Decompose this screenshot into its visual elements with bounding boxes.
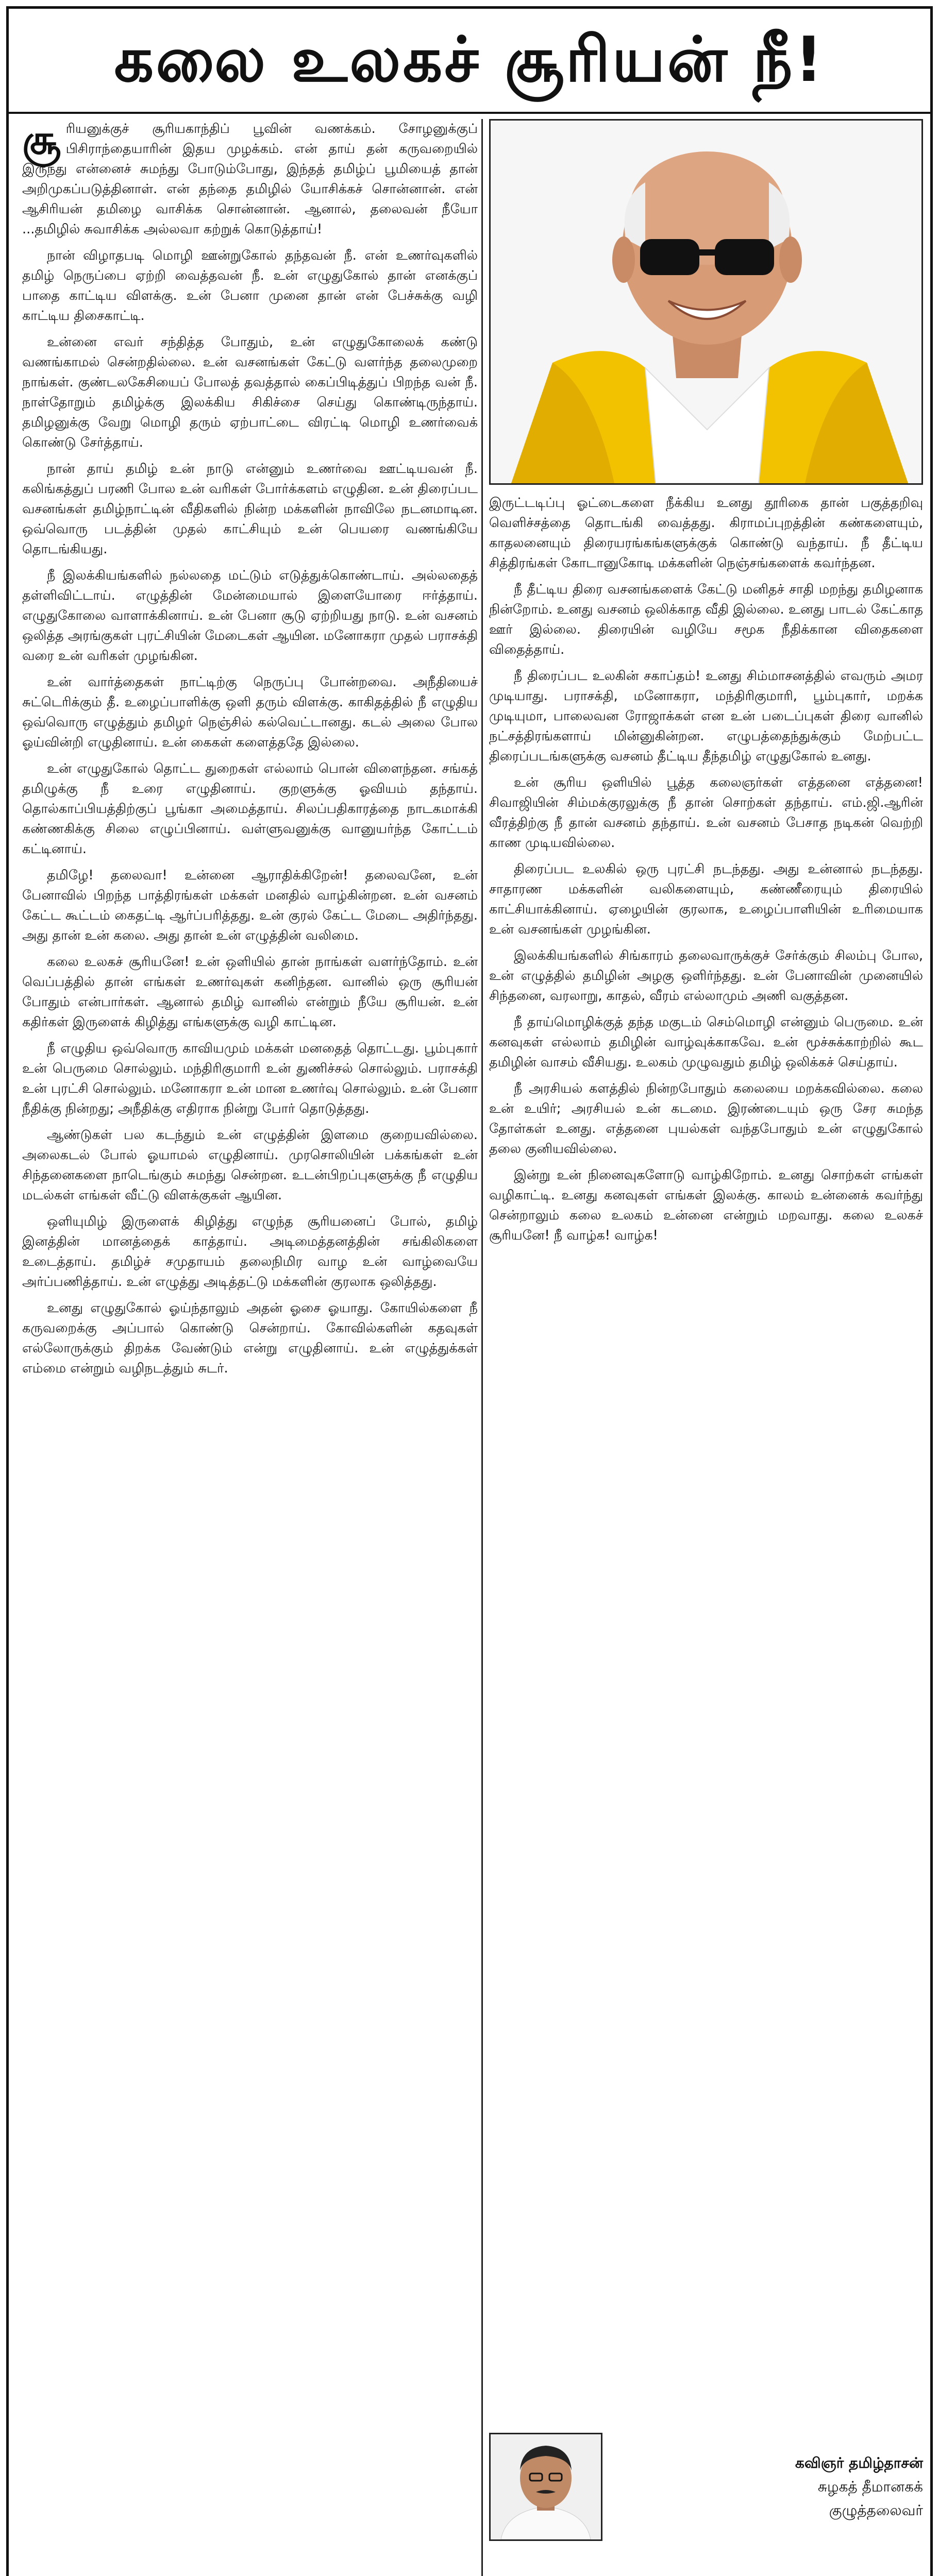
right-paragraph-8: இன்று உன் நினைவுகளோடு வாழ்கிறோம். உனது சொற்கள் எங்கள் வழிகாட்டி. உனது கனவுகள் எங்கள் இலக்கு. காலம் உன்னைக் கவர்ந்து சென்றாலும் கலை உலகம் உன்னை என்றும் மறவாது. கலை உலகச் சூரியனே! நீ வாழ்க! வாழ்க! [489, 1167, 923, 1243]
paragraph-8: கலை உலகச் சூரியனே! உன் ஒளியில் தான் நாங்கள் வளர்ந்தோம். உன் வெப்பத்தில் தான் எங்கள் உணர்வுகள் கனிந்தன. வானில் ஒரு சூரியன் போதும் என்பார்கள். ஆனால் தமிழ் வானில் என்றும் நீயே சூரியன். உன் கதிர்கள் இருளைக் கிழித்து எங்களுக்கு வழி காட்டின. [22, 954, 478, 1030]
author-illustration [491, 2434, 601, 2539]
author-name: கவிஞர் தமிழ்தாசன் [795, 2454, 923, 2471]
author-place: குழுத்தலைவர் [829, 2502, 923, 2519]
paragraph-3: நான் தாய் தமிழ் உன் நாடு என்னும் உணர்வை ஊட்டியவன் நீ. கலிங்கத்துப் பரணி போல உன் வரிகள் போர்க்களம் எழுதின. உன் திரைப்பட வசனங்கள் தமிழ்நாட்டின் வீதிகளில் நின்ற மக்களின் நாவிலே நடனமாடின. ஒவ்வொரு படத்தின் முதல் காட்சியும் உன் பெயரை வணங்கியே தொடங்கியது. [22, 461, 478, 557]
paragraph-12: உனது எழுதுகோல் ஓய்ந்தாலும் அதன் ஓசை ஓயாது. கோயில்களை நீ கருவறைக்கு அப்பால் கொண்டு சென்றாய். கோவில்களின் கதவுகள் எல்லோருக்கும் திறக்க வேண்டும் என்று எழுதினாய். உன் எழுத்துக்கள் எம்மை என்றும் வழிநடத்தும் சுடர். [22, 1300, 478, 1376]
author-signature [489, 2430, 923, 2544]
right-paragraph-2: நீ திரைப்பட உலகின் சகாப்தம்! உனது சிம்மாசனத்தில் எவரும் அமர முடியாது. பராசக்தி, மனோகரா, மந்திரிகுமாரி, பூம்புகார், மறக்க முடியுமா, பாலைவன ரோஜாக்கள் என உன் படைப்புகள் திரை வானில் நட்சத்திரங்களாய் மின்னுகின்றன. எழுபத்தைந்துக்கும் மேற்பட்ட திரைப்படங்களுக்கு வசனம் தீட்டிய தீந்தமிழ் எழுதுகோல் உனது. [489, 668, 923, 764]
paragraph-9: நீ எழுதிய ஒவ்வொரு காவியமும் மக்கள் மனதைத் தொட்டது. பூம்புகார் உன் பெருமை சொல்லும். மந்திரிகுமாரி உன் துணிச்சல் சொல்லும். பராசக்தி உன் புரட்சி சொல்லும். மனோகரா உன் மான உணர்வு சொல்லும். உன் பேனா நீதிக்கு நின்றது; அநீதிக்கு எதிராக நின்று போர் தொடுத்தது. [22, 1041, 478, 1116]
paragraph-2: உன்னை எவர் சந்தித்த போதும், உன் எழுதுகோலைக் கண்டு வணங்காமல் சென்றதில்லை. உன் வசனங்கள் கேட்டு வளர்ந்த தலைமுறை நாங்கள். குண்டலகேசியைப் போலத் தவத்தால் கைப்பிடித்துப் பிறந்த வன் நீ. நாள்தோறும் தமிழ்க்கு இலக்கிய சிகிச்சை செய்து கொண்டிருந்தாய். தமிழனுக்கு வேறு மொழி தரும் ஏற்பாட்டை விரட்டி மொழி உணர்வைக் கொண்டு சேர்த்தாய். [22, 334, 478, 450]
paragraph-6: உன் எழுதுகோல் தொட்ட துறைகள் எல்லாம் பொன் விளைந்தன. சங்கத் தமிழுக்கு நீ உரை எழுதினாய். குறளுக்கு ஓவியம் தந்தாய். தொல்காப்பியத்திற்குப் பூங்கா அமைத்தாய். சிலப்பதிகாரத்தை நாடகமாக்கி கண்ணகிக்கு சிலை எழுப்பினாய். வள்ளுவனுக்கு வானுயர்ந்த கோட்டம் கட்டினாய். [22, 761, 478, 857]
right-paragraph-6: நீ தாய்மொழிக்குத் தந்த மகுடம் செம்மொழி என்னும் பெருமை. உன் கனவுகள் எல்லாம் தமிழின் வாழ்வுக்காகவே. உன் மூச்சுக்காற்றில் கூட தமிழின் வாசம் வீசியது. உலகம் முழுவதும் தமிழ் ஒலிக்கச் செய்தாய். [489, 1014, 923, 1070]
article-left-column [22, 119, 478, 2576]
right-paragraph-0: இருட்டடிப்பு ஓட்டைகளை நீக்கிய உனது தூரிகை தான் பகுத்தறிவு வெளிச்சத்தை தொடங்கி வைத்தது. கிராமப்புறத்தின் கண்களையும், காதலனையும் திரையரங்கங்களுக்குக் கொண்டு வந்தாய். நீ தீட்டிய சித்திரங்கள் கோடானுகோடி மக்களின் நெஞ்சங்களைக் கவர்ந்தன. [489, 495, 923, 571]
right-paragraph-4: திரைப்பட உலகில் ஒரு புரட்சி நடந்தது. அது உன்னால் நடந்தது. சாதாரண மக்களின் வலிகளையும், கண்ணீரையும் திரையில் காட்சியாக்கினாய். ஏழையின் குரலாக, உழைப்பாளியின் உரிமையாக உன் வசனங்கள் முழங்கின. [489, 861, 923, 937]
author-role: சுழகத் தீமானகக் [817, 2478, 923, 2495]
paragraph-4: நீ இலக்கியங்களில் நல்லதை மட்டும் எடுத்துக்கொண்டாய். அல்லதைத் தள்ளிவிட்டாய். எழுத்தின் மேன்மையால் இளையோரை ஈர்த்தாய். எழுதுகோலை வாளாக்கினாய். உன் பேனா சூடு ஏற்றியது நாடு. உன் வசனம் ஒலித்த அரங்குகள் புரட்சியின் மேடைகள் ஆயின. மனோகரா முதல் பராசக்தி வரை உன் வரிகள் முழங்கின. [22, 568, 478, 664]
paragraph-1: நான் விழாதபடி மொழி ஊன்றுகோல் தந்தவன் நீ. என் உணர்வுகளில் தமிழ் நெருப்பை ஏற்றி வைத்தவன் நீ. உன் எழுதுகோல் தான் எனக்குப் பாதை காட்டிய விளக்கு. உன் பேனா முனை தான் என் பேச்சுக்கு வழி காட்டிய திசைகாட்டி. [22, 248, 478, 324]
newspaper-page [6, 6, 933, 2576]
right-paragraph-7: நீ அரசியல் களத்தில் நின்றபோதும் கலையை மறக்கவில்லை. கலை உன் உயிர்; அரசியல் உன் கடமை. இரண்டையும் ஒரு சேர சுமந்த தோள்கள் உனது. எத்தனை புயல்கள் வந்தபோதும் உன் எழுதுகோல் தலை குனியவில்லை. [489, 1081, 923, 1157]
column-divider [481, 119, 483, 2576]
masthead [9, 9, 930, 114]
author-credit [602, 2451, 923, 2522]
paragraph-7: தமிழே! தலைவா! உன்னை ஆராதிக்கிறேன்! தலைவனே, உன் பேனாவில் பிறந்த பாத்திரங்கள் மக்கள் மனதில் வாழ்கின்றன. உன் வசனம் கேட்ட கூட்டம் கைதட்டி ஆர்ப்பரித்தது. உன் குரல் கேட்ட மேடை அதிர்ந்தது. அது தான் உன் கலை. அது தான் உன் எழுத்தின் வலிமை. [22, 868, 478, 943]
right-paragraph-3: உன் சூரிய ஒளியில் பூத்த கலைஞர்கள் எத்தனை எத்தனை! சிவாஜியின் சிம்மக்குரலுக்கு நீ தான் சொற்கள் தந்தாய். எம்.ஜி.ஆரின் வீரத்திற்கு நீ தான் வசனம் தந்தாய். உன் வசனம் பேசாத நடிகன் வெற்றி காண முடியவில்லை. [489, 775, 923, 851]
paragraph-0: சூரியனுக்குச் சூரியகாந்திப் பூவின் வணக்கம். சோழனுக்குப் பிசிராந்தையாரின் இதய முழக்கம். என் தாய் தன் கருவறையில் இருந்து என்னைச் சுமந்து போடும்போது, இந்தத் தமிழ்ப் பூமியைத் தான் அறிமுகப்படுத்தினாள். என் தந்தை தமிழில் யோசிக்கச் சொன்னான். என் ஆசிரியன் தமிழை வாசிக்க சொன்னான். ஆனால், தலைவன் நீயோ ...தமிழில் சுவாசிக்க அல்லவா கற்றுக் கொடுத்தாய்! [22, 119, 478, 237]
paragraph-5: உன் வார்த்தைகள் நாட்டிற்கு நெருப்பு போன்றவை. அநீதியைச் சுட்டெரிக்கும் தீ. உழைப்பாளிக்கு ஒளி தரும் விளக்கு. காகிதத்தில் நீ எழுதிய ஒவ்வொரு எழுத்தும் தமிழர் நெஞ்சில் கல்வெட்டானது. கடல் அலை போல ஓய்வின்றி எழுதினாய். உன் கைகள் களைத்ததே இல்லை. [22, 674, 478, 750]
drop-cap: சூ [22, 119, 61, 163]
right-paragraph-1: நீ தீட்டிய திரை வசனங்களைக் கேட்டு மனிதச் சாதி மறந்து தமிழனாக நின்றோம். உனது வசனம் ஒலிக்காத வீதி இல்லை. உனது பாடல் கேட்காத ஊர் இல்லை. திரையின் வழியே சமூக நீதிக்கான விதைகளை விதைத்தாய். [489, 582, 923, 657]
paragraph-11: ஒளியுமிழ் இருளைக் கிழித்து எழுந்த சூரியனைப் போல், தமிழ் இனத்தின் மானத்தைக் காத்தாய். அடிமைத்தனத்தின் சங்கிலிகளை உடைத்தாய். தமிழ்ச் சமுதாயம் தலைநிமிர வாழ உன் வாழ்வையே அர்ப்பணித்தாய். உன் எழுத்து அடித்தட்டு மக்களின் குரலாக ஒலித்தது. [22, 1214, 478, 1290]
author-photo [489, 2433, 602, 2541]
article-right-column [489, 493, 923, 2420]
portrait-illustration [491, 121, 921, 483]
headline: கலை உலகச் சூரியன் நீ! [114, 24, 825, 96]
portrait-photo [489, 119, 923, 485]
paragraph-10: ஆண்டுகள் பல கடந்தும் உன் எழுத்தின் இளமை குறையவில்லை. அலைகடல் போல் ஓயாமல் எழுதினாய். முரசொலியின் பக்கங்கள் உன் சிந்தனைகளை நாடெங்கும் சுமந்து சென்றன. உடன்பிறப்புகளுக்கு நீ எழுதிய மடல்கள் எங்கள் வீட்டு விளக்குகள் ஆயின. [22, 1127, 478, 1203]
right-paragraph-5: இலக்கியங்களில் சிங்காரம் தலைவாருக்குச் சேர்க்கும் சிலம்பு போல, உன் எழுத்தில் தமிழின் அழகு ஒளிர்ந்தது. உன் பேனாவின் முனையில் சிந்தனை, வரலாறு, காதல், வீரம் எல்லாமும் அணி வகுத்தன. [489, 948, 923, 1004]
